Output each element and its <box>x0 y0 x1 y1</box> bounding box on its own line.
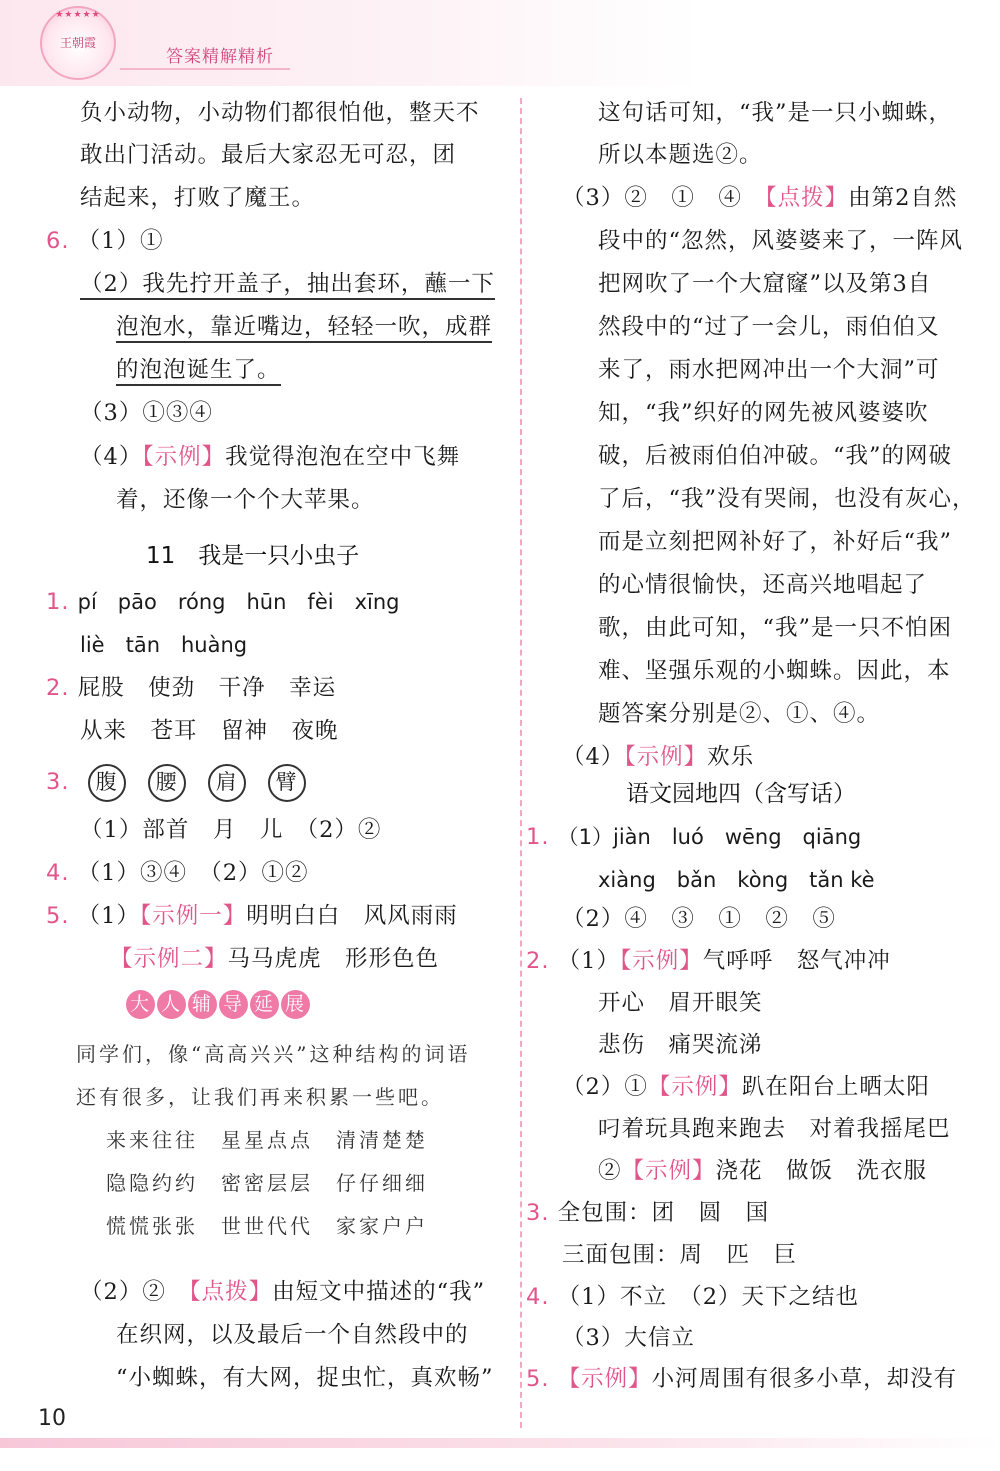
example-tag: 【示例】 <box>142 444 226 470</box>
question-3 <box>526 1198 769 1228</box>
answer-line <box>80 442 460 472</box>
header-title: 答案精解精析 <box>166 47 274 67</box>
lesson-title: 11 我是一只小虫子 <box>146 543 360 569</box>
text-line: 结起来，打败了魔王。 <box>80 185 316 211</box>
logo-stars: ★★★★★ <box>55 10 101 20</box>
banner-char: 人 <box>157 990 186 1019</box>
answer-line <box>116 355 281 385</box>
answer-text: （1）① <box>77 228 164 254</box>
answer-line <box>116 312 492 342</box>
question-number: 2. <box>526 948 550 974</box>
question-number: 2. <box>46 675 70 701</box>
tip-tag: 【点拨】 <box>189 1279 273 1305</box>
question-number: 4. <box>526 1284 550 1310</box>
question-number: 3. <box>46 769 70 795</box>
question-2 <box>526 946 891 976</box>
answer-prefix: （3）② ① ④ <box>562 185 766 211</box>
answer-text: 屁股 使劲 干净 幸运 <box>77 675 337 701</box>
question-number: 5. <box>46 903 70 929</box>
example-tag: 【示例】 <box>619 948 703 974</box>
circled-char: 腹 <box>88 764 126 802</box>
answer-text: （1）不立 （2）天下之结也 <box>557 1284 860 1310</box>
header-band <box>0 0 1000 86</box>
question-2 <box>46 673 336 703</box>
question-number: 3. <box>526 1200 550 1226</box>
example-tag: 【示例一】 <box>139 903 247 929</box>
publisher-logo <box>40 6 116 80</box>
answer-text: 浇花 做饭 洗衣服 <box>715 1158 928 1184</box>
extension-words: 慌慌张张 世世代代 家家户户 <box>106 1214 428 1238</box>
answer-line: 三面包围：周 匹 巨 <box>562 1242 798 1268</box>
answer-line: （3）大信立 <box>562 1325 695 1351</box>
answer-prefix: （2）① <box>562 1074 648 1100</box>
text-line: 段中的“忽然，风婆婆来了，一阵风 <box>598 228 964 254</box>
circled-char: 腰 <box>148 764 186 802</box>
text-line: 歌，由此可知，“我”是一只不怕困 <box>598 615 953 641</box>
extension-words: 隐隐约约 密密层层 仔仔细细 <box>106 1171 428 1195</box>
text-line: 难、坚强乐观的小蜘蛛。因此，本 <box>598 658 951 684</box>
answer-line: 在织网，以及最后一个自然段中的 <box>116 1322 469 1348</box>
question-number: 1. <box>526 824 550 850</box>
answer-line: 叼着玩具跑来跑去 对着我摇尾巴 <box>598 1116 951 1142</box>
pinyin-line: pí pāo róng hūn fèi xīng <box>77 590 400 614</box>
answer-prefix: （1） <box>557 948 620 974</box>
question-4 <box>526 1282 859 1312</box>
answer-prefix: ② <box>598 1158 622 1184</box>
answer-line: 开心 眉开眼笑 <box>598 990 763 1016</box>
underlined-text: （2）我先拧开盖子，抽出套环，蘸一下 <box>80 271 495 300</box>
example-tag: 【示例二】 <box>110 946 228 972</box>
answer-text: 全包围：团 圆 国 <box>557 1200 770 1226</box>
text-line: 所以本题选②。 <box>598 142 763 168</box>
answer-line <box>110 944 439 974</box>
answer-text: 气呼呼 怒气冲冲 <box>702 948 891 974</box>
banner-char: 辅 <box>188 990 217 1019</box>
answer-line: 从来 苍耳 留神 夜晚 <box>80 718 339 744</box>
banner-char: 导 <box>219 990 248 1019</box>
answer-text: 趴在阳台上晒太阳 <box>741 1074 930 1100</box>
answer-line <box>80 1277 485 1307</box>
circled-char: 肩 <box>208 764 246 802</box>
text-line: 了后，“我”没有哭闹，也没有灰心， <box>598 486 976 512</box>
answer-line: 悲伤 痛哭流涕 <box>598 1032 763 1058</box>
question-1 <box>46 587 399 617</box>
banner-char: 展 <box>281 990 310 1019</box>
answer-line: “小蜘蛛，有大网，捉虫忙，真欢畅” <box>116 1365 494 1391</box>
banner-char: 延 <box>250 990 279 1019</box>
question-number: 5. <box>526 1366 550 1392</box>
circled-char: 臂 <box>268 764 306 802</box>
extension-text: 还有很多，让我们再来积累一些吧。 <box>76 1085 444 1109</box>
text-line: 题答案分别是②、①、④。 <box>598 701 881 727</box>
footer-band <box>0 1438 1000 1448</box>
underlined-text: 泡泡水，靠近嘴边，轻轻一吹，成群 <box>116 314 492 343</box>
question-4 <box>46 858 309 888</box>
answer-line: 着，还像一个个大苹果。 <box>116 487 375 513</box>
extension-text: 同学们，像“高高兴兴”这种结构的词语 <box>76 1042 471 1066</box>
tip-tag: 【点拨】 <box>765 185 849 211</box>
question-number: 1. <box>46 589 70 615</box>
page-number: 10 <box>38 1406 66 1431</box>
text-line: 负小动物，小动物们都很怕他，整天不 <box>80 100 480 126</box>
question-5 <box>46 901 458 931</box>
answer-line: （1）部首 月 儿 （2）② <box>80 817 382 843</box>
question-1 <box>526 822 861 852</box>
answer-prefix: （1） <box>77 903 140 929</box>
text-line: 知，“我”织好的网先被风婆婆吹 <box>598 400 929 426</box>
answer-line <box>562 183 957 213</box>
answer-prefix: （2）② <box>80 1279 190 1305</box>
answer-line <box>562 742 754 772</box>
text-line: 然段中的“过了一会儿，雨伯伯又 <box>598 314 940 340</box>
answer-line <box>562 1072 930 1102</box>
question-number: 4. <box>46 860 70 886</box>
answer-line: （2）④ ③ ① ② ⑤ <box>562 906 836 932</box>
underlined-text: 的泡泡诞生了。 <box>116 357 281 386</box>
text-line: 破，后被雨伯伯冲破。“我”的网破 <box>598 443 953 469</box>
text-line: 把网吹了一个大窟窿”以及第3自 <box>598 271 932 297</box>
text-line: 而是立刻把网补好了，补好后“我” <box>598 529 953 555</box>
pinyin-line: liè tān huàng <box>80 633 248 657</box>
example-tag: 【示例】 <box>621 1158 716 1184</box>
section-title: 语文园地四（含写话） <box>626 781 856 807</box>
answer-line <box>598 1156 927 1186</box>
answer-text: 欢乐 <box>707 744 755 770</box>
answer-prefix: （4） <box>562 744 625 770</box>
text-line: 来了，雨水把网冲出一个大洞”可 <box>598 357 940 383</box>
extension-banner <box>126 990 312 1019</box>
text-line: 的心情很愉快，还高兴地唱起了 <box>598 572 928 598</box>
answer-text: 小河周围有很多小草，却没有 <box>651 1366 958 1392</box>
question-3 <box>46 764 328 802</box>
question-6 <box>46 226 163 256</box>
answer-text: 由第2自然 <box>848 185 958 211</box>
question-5 <box>526 1364 957 1394</box>
text-line: 这句话可知，“我”是一只小蜘蛛， <box>598 100 953 126</box>
question-number: 6. <box>46 228 70 254</box>
column-divider <box>520 98 522 1428</box>
answer-text: （1）③④ （2）①② <box>77 860 309 886</box>
example-tag: 【示例】 <box>557 1366 652 1392</box>
answer-text: 马马虎虎 形形色色 <box>227 946 440 972</box>
text-line: 敢出门活动。最后大家忍无可忍，团 <box>80 142 457 168</box>
answer-text: 由短文中描述的“我” <box>272 1279 486 1305</box>
answer-line: （3）①③④ <box>80 400 213 426</box>
banner-char: 大 <box>126 990 155 1019</box>
answer-line <box>80 269 495 299</box>
pinyin-line: （1）jiàn luó wēng qiāng <box>557 825 862 849</box>
answer-text: 明明白白 风风雨雨 <box>246 903 458 929</box>
pinyin-line: xiàng bǎn kòng tǎn kè <box>598 868 875 892</box>
example-tag: 【示例】 <box>624 744 708 770</box>
example-tag: 【示例】 <box>647 1074 742 1100</box>
answer-text: 我觉得泡泡在空中飞舞 <box>225 444 461 470</box>
answer-prefix: （4） <box>80 444 143 470</box>
extension-words: 来来往往 星星点点 清清楚楚 <box>106 1128 428 1152</box>
logo-text: 王朝霞 <box>59 36 96 50</box>
header-divider <box>120 68 290 70</box>
